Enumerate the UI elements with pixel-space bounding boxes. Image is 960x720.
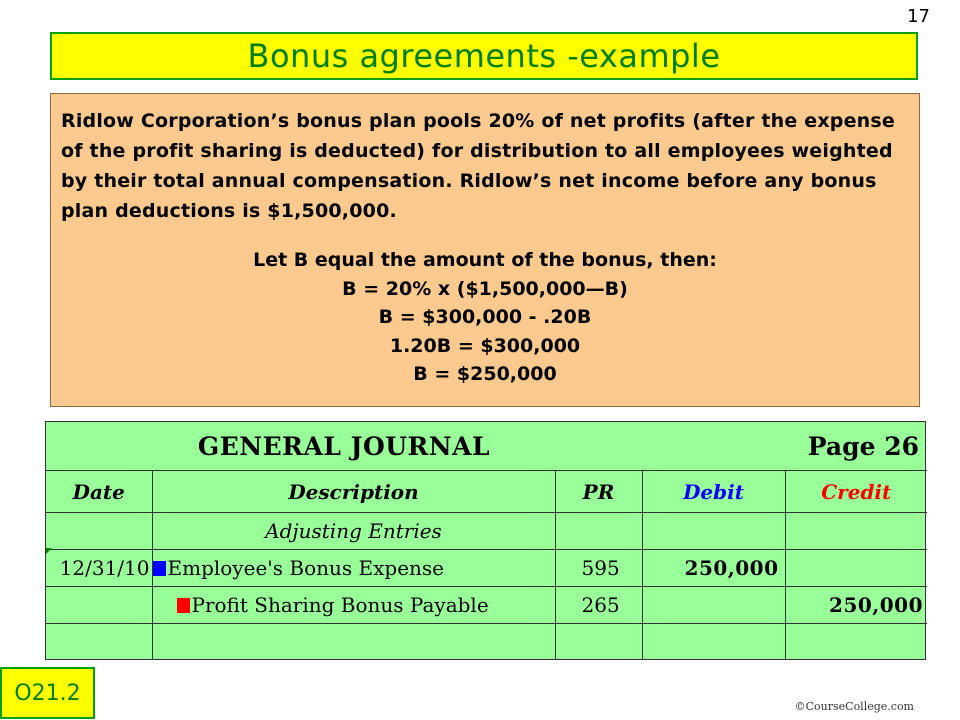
page-number: 17 <box>907 6 930 27</box>
debit-marker-icon <box>153 561 166 576</box>
pr-cell: 265 <box>555 587 642 624</box>
description-cell <box>152 624 555 661</box>
calc-line: 1.20B = $300,000 <box>389 334 581 357</box>
description-text: Profit Sharing Bonus Payable <box>191 593 489 617</box>
date-cell <box>46 624 152 661</box>
title-bar <box>50 32 918 80</box>
column-header-pr: PR <box>555 471 642 513</box>
table-row <box>46 550 927 587</box>
date-cell <box>46 587 152 624</box>
credit-cell: 250,000 <box>785 587 927 624</box>
problem-paragraph: Ridlow Corporation’s bonus plan pools 20% of net profits (after the expense of the profit sharing is deducted) for distribution to all employees weighted by their total annual compensation. Ridlow’s net income before any bonus plan deductions is $1,500,000. <box>61 110 895 222</box>
journal-table <box>46 422 927 660</box>
pr-cell <box>555 513 642 550</box>
calc-line: B = 20% x ($1,500,000—B) <box>342 277 628 300</box>
date-cell: 12/31/10 <box>46 550 152 587</box>
column-header-credit: Credit <box>785 471 927 513</box>
slide-code-text: O21.2 <box>14 680 81 706</box>
problem-box <box>50 93 920 407</box>
column-header-description: Description <box>152 471 555 513</box>
journal-page-label: Page 26 <box>807 431 920 461</box>
credit-cell <box>785 624 927 661</box>
debit-cell <box>642 587 785 624</box>
description-cell <box>152 587 555 624</box>
copyright-notice: ©CourseCollege.com <box>794 700 914 713</box>
column-header-debit: Debit <box>642 471 785 513</box>
credit-cell <box>785 550 927 587</box>
table-row <box>46 513 927 550</box>
journal-header-row <box>46 422 927 471</box>
calc-line: B = $300,000 - .20B <box>378 306 592 328</box>
debit-cell <box>642 513 785 550</box>
table-row <box>46 624 927 661</box>
debit-cell <box>642 624 785 661</box>
credit-cell <box>785 513 927 550</box>
credit-marker-icon <box>177 598 190 613</box>
calc-line: B = $250,000 <box>413 363 557 385</box>
description-cell: Adjusting Entries <box>152 513 555 550</box>
pr-cell: 595 <box>555 550 642 587</box>
description-text: Employee's Bonus Expense <box>167 556 445 580</box>
general-journal <box>45 421 926 660</box>
column-header-date: Date <box>46 471 152 513</box>
pr-cell <box>555 624 642 661</box>
debit-cell: 250,000 <box>642 550 785 587</box>
slide-code-badge <box>0 667 95 719</box>
description-cell <box>152 550 555 587</box>
page-title: Bonus agreements -example <box>247 37 721 75</box>
calculation-block <box>61 246 909 389</box>
date-cell <box>46 513 152 550</box>
journal-column-headers <box>46 471 927 513</box>
table-row <box>46 587 927 624</box>
journal-title: GENERAL JOURNAL <box>197 431 491 461</box>
cell-marker-icon <box>46 548 52 554</box>
calc-line: Let B equal the amount of the bonus, then: <box>253 249 717 271</box>
